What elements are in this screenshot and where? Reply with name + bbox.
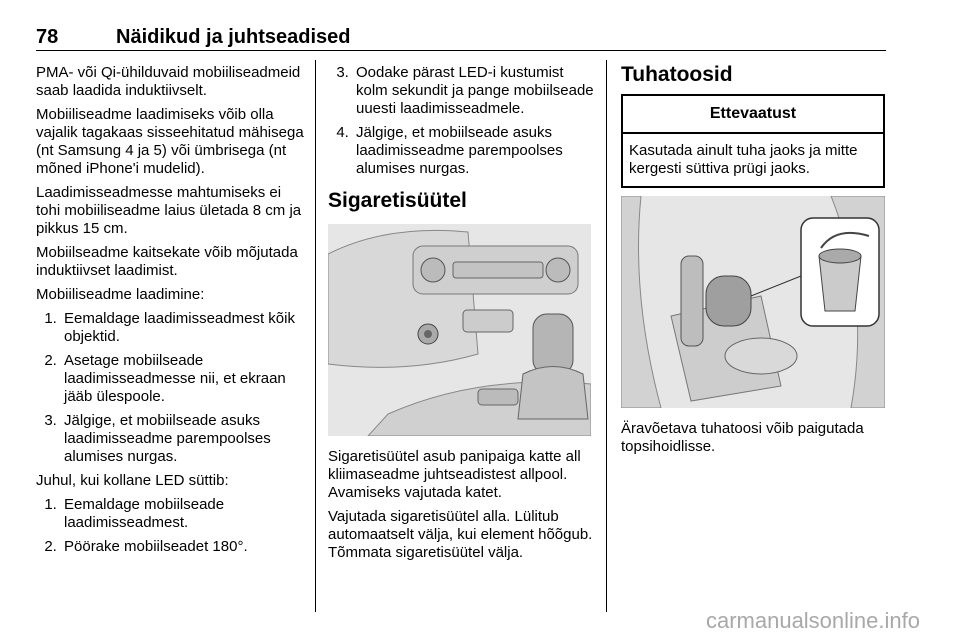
column-divider-2 xyxy=(606,60,607,612)
list-item: 1. Eemaldage mobiilseade laadimisseadmest. xyxy=(61,496,304,532)
column-divider-1 xyxy=(315,60,316,612)
page-number: 78 xyxy=(36,26,59,48)
paragraph: Laadimisseadmesse mahtumiseks ei tohi mobiiliseadme laius ületada 8 cm ja pikkus 15 cm. xyxy=(36,184,302,237)
column-2 xyxy=(328,64,594,568)
led-steps xyxy=(36,496,304,556)
watermark: carmanualsonline.info xyxy=(705,608,920,633)
page-header xyxy=(36,26,886,52)
paragraph: Sigaretisüütel asub panipaiga katte all kliimaseadme juhtseadistest allpool. Avamiseks vajutada katet. xyxy=(328,448,581,501)
list-item: 1. Eemaldage laadimisseadmest kõik objektid. xyxy=(61,310,304,346)
warning-text: Kasutada ainult tuha jaoks ja mitte kergesti süttiva prügi jaoks. xyxy=(629,142,858,177)
paragraph: Mobiiliseadme laadimiseks võib olla vajalik tagakaas sisseehitatud mähisega (nt Samsung 4 ja 5) või ümbrisega (nt mõned iPhone'i mudelid). xyxy=(36,106,304,177)
led-steps-continued xyxy=(328,64,594,178)
warning-title: Ettevaatust xyxy=(623,96,883,134)
section-title-ashtrays: Tuhatoosid xyxy=(621,63,733,86)
list-item: 2. Pöörake mobiilseadet 180°. xyxy=(61,538,304,556)
ashtray-illustration xyxy=(621,196,885,408)
paragraph: Äravõetava tuhatoosi võib paigutada topsihoidlisse. xyxy=(621,420,864,455)
section-title-cigarette-lighter: Sigaretisüütel xyxy=(328,189,467,212)
paragraph: PMA- või Qi-ühilduvaid mobiiliseadmeid saab laadida induktiivselt. xyxy=(36,64,301,99)
list-item: 3. Oodake pärast LED-i kustumist kolm sekundit ja pange mobiilseade uuesti laadimisseadmele. xyxy=(353,64,594,118)
list-item: 4. Jälgige, et mobiilseade asuks laadimisseadme parempoolses alumises nurgas. xyxy=(353,124,594,178)
paragraph: Mobiilseadme kaitsekate võib mõjutada induktiivset laadimist. xyxy=(36,244,298,279)
column-1 xyxy=(36,64,304,562)
header-rule xyxy=(36,50,886,51)
paragraph: Vajutada sigaretisüütel alla. Lülitub automaatselt välja, kui element hõõgub. Tõmmata sigaretisüütel välja. xyxy=(328,508,593,561)
list-item: 2. Asetage mobiilseade laadimisseadmesse nii, et ekraan jääb ülespoole. xyxy=(61,352,304,406)
paragraph: Mobiiliseadme laadimine: xyxy=(36,286,205,303)
charging-steps xyxy=(36,310,304,466)
list-item: 3. Jälgige, et mobiilseade asuks laadimisseadme parempoolses alumises nurgas. xyxy=(61,412,304,466)
column-3 xyxy=(621,64,885,462)
cigarette-lighter-illustration xyxy=(328,224,591,436)
warning-box xyxy=(621,94,885,188)
paragraph: Juhul, kui kollane LED süttib: xyxy=(36,472,229,489)
chapter-title: Näidikud ja juhtseadised xyxy=(116,26,351,48)
